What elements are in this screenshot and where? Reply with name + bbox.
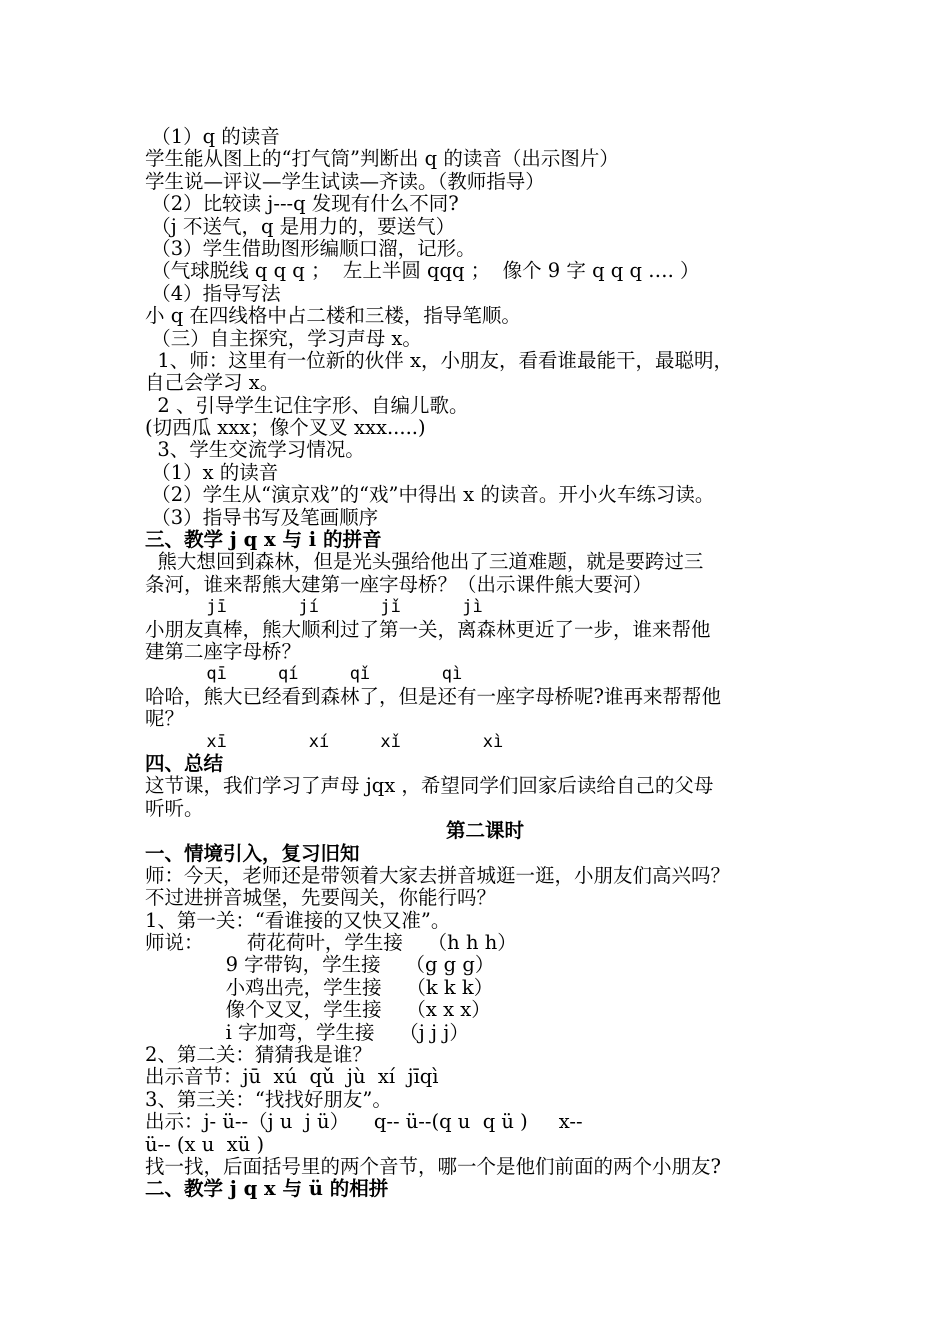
- text-line: （三）自主探究，学习声母 x。: [145, 326, 422, 350]
- pinyin-row: qī qí qǐ qì: [145, 664, 463, 685]
- text-line: 条河，谁来帮熊大建第一座字母桥？（出示课件熊大要河）: [145, 572, 653, 596]
- text-line: 不过进拼音城堡，先要闯关，你能行吗？: [145, 886, 497, 910]
- text-line: 这节课，我们学习了声母 jqx ，希望同学们回家后读给自己的父母: [145, 774, 714, 798]
- text-line: （3）指导书写及笔画顺序: [145, 505, 379, 529]
- text-line: 1、第一关：“看谁接的又快又准”。: [145, 908, 451, 932]
- text-line: 3、第三关：“找找好朋友”。: [145, 1087, 392, 1111]
- section-heading: 一、情境引入，复习旧知: [145, 841, 360, 865]
- text-line: 哈哈，熊大已经看到森林了，但是还有一座字母桥呢?谁再来帮帮他: [145, 684, 721, 708]
- text-line: 自己会学习 x。: [145, 371, 280, 395]
- text-line: 出示：j- ü--（j u j ü） q-- ü--(q u q ü ) x--: [145, 1110, 583, 1134]
- text-line: （2）比较读 j---q 发现有什么不同?: [145, 192, 459, 216]
- text-line: 呢？: [145, 707, 185, 731]
- text-line: （4）指导写法: [145, 281, 281, 305]
- text-line: （3）学生借助图形编顺口溜，记形。: [145, 236, 476, 260]
- text-line: ü-- (x u xü ): [145, 1132, 265, 1156]
- text-line: 小 q 在四线格中占二楼和三楼，指导笔顺。: [145, 304, 521, 328]
- text-line: 出示音节：jū xú qǔ jù xí jīqì: [145, 1065, 439, 1089]
- text-line: （气球脱线 q q q ； 左上半圆 qqq ； 像个 9 字 q q q …. ）: [145, 259, 700, 283]
- text-line: 2 、引导学生记住字形、自编儿歌。: [145, 393, 469, 417]
- section-heading: 二、教学 j q x 与 ü 的相拼: [145, 1177, 389, 1201]
- text-line: 学生说—评议—学生试读—齐读。（教师指导）: [145, 169, 545, 193]
- text-line: 2、第二关：猜猜我是谁？: [145, 1043, 372, 1067]
- text-line: 小朋友真棒，熊大顺利过了第一关，离森林更近了一步，谁来帮他: [145, 617, 711, 641]
- text-line: （2）学生从“演京戏”的“戏”中得出 x 的读音。开小火车练习读。: [145, 483, 715, 507]
- pinyin-row: xī xí xǐ xì: [145, 731, 504, 752]
- document-page: [145, 126, 825, 1201]
- text-line: 师说： 荷花荷叶，学生接 （h h h）: [145, 931, 517, 955]
- text-line: 找一找，后面括号里的两个音节，哪一个是他们前面的两个小朋友?: [145, 1154, 721, 1178]
- text-line: 1、师：这里有一位新的伙伴 x，小朋友，看看谁最能干，最聪明，: [145, 348, 733, 372]
- text-line: 3、学生交流学习情况。: [145, 438, 365, 462]
- text-line: 师：今天，老师还是带领着大家去拼音城逛一逛，小朋友们高兴吗？: [145, 863, 731, 887]
- text-line: 像个叉叉，学生接 （x x x）: [145, 998, 491, 1022]
- text-line: 小鸡出壳，学生接 （k k k）: [145, 975, 494, 999]
- section-heading: 三、教学 j q x 与 i 的拼音: [145, 528, 382, 552]
- pinyin-row: jī jí jǐ jì: [145, 597, 483, 618]
- section-heading: 四、总结: [145, 751, 224, 775]
- text-line: （1）q 的读音: [145, 125, 280, 148]
- text-line: i 字加弯，学生接 （j j j）: [145, 1020, 469, 1044]
- text-line: 学生能从图上的“打气筒”判断出 q 的读音（出示图片）: [145, 147, 619, 171]
- text-line: （1）x 的读音: [145, 460, 279, 484]
- section-heading: 第二课时: [445, 819, 524, 843]
- text-line: （j 不送气，q 是用力的，要送气）: [145, 214, 456, 238]
- text-line: 熊大想回到森林，但是光头强给他出了三道难题，就是要跨过三: [145, 550, 704, 574]
- text-line: 建第二座字母桥？: [145, 639, 302, 663]
- text-line: 9 字带钩，学生接 （g g g）: [145, 953, 495, 977]
- text-line: 听听。: [145, 796, 204, 820]
- text-line: (切西瓜 xxx；像个叉叉 xxx.....): [145, 416, 426, 440]
